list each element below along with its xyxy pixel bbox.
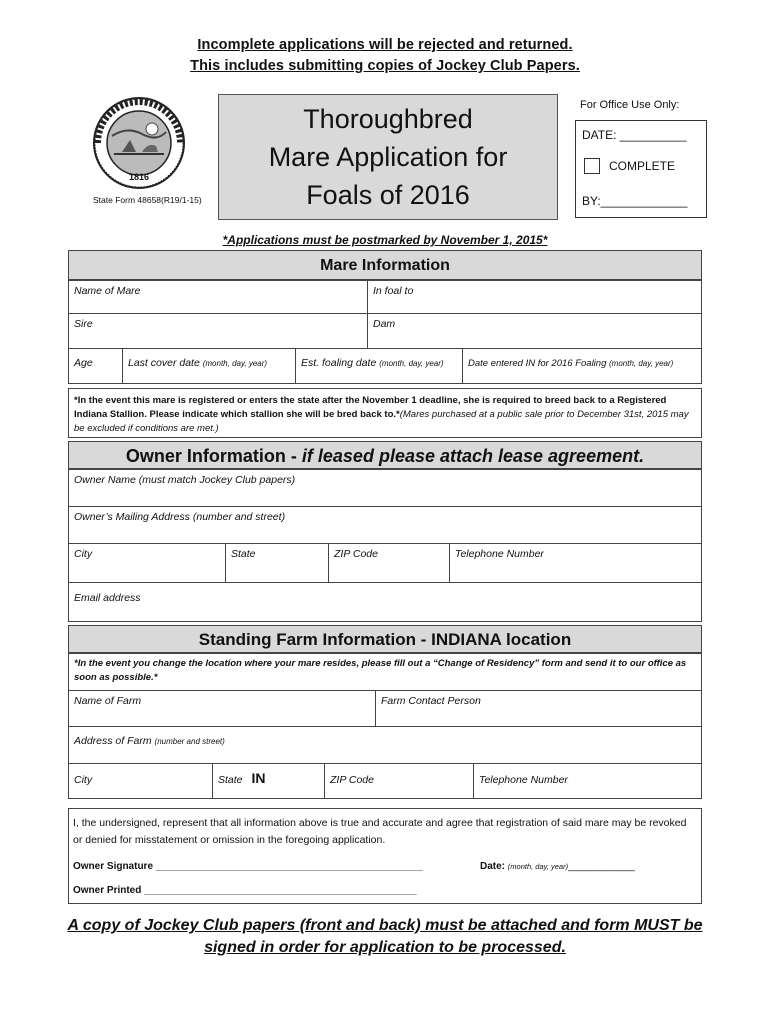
footer-line-1: A copy of Jockey Club papers (front and back) must be attached and form MUST be: [67, 917, 703, 934]
dam-field[interactable]: [367, 313, 702, 349]
owner-heading-italic: if leased please attach lease agreement.: [301, 446, 645, 466]
date-entered-field[interactable]: [462, 348, 702, 384]
office-use-box: [575, 120, 707, 218]
form-number: State Form 48658(R19/1-15): [93, 195, 202, 205]
est-foaling-date-field[interactable]: [295, 348, 463, 384]
age-field[interactable]: [68, 348, 123, 384]
farm-zip-label: ZIP Code: [330, 774, 374, 786]
dam-label: Dam: [373, 318, 396, 330]
deadline-note: *Applications must be postmarked by November 1, 2015*: [222, 233, 548, 247]
notice-line-2: This includes submitting copies of Jockey Club Papers.: [190, 58, 580, 74]
farm-address-hint: (number and street): [154, 737, 225, 746]
title-line-3: Foals of 2016: [306, 180, 470, 210]
mare-section-heading: Mare Information: [68, 250, 702, 280]
breed-back-note-bold: *In the event this mare is registered or enters the state after the November 1 deadline, she is required to breed back to a Registered Indiana Stallion. Please indicate which stallion she will be bred back to.*: [74, 395, 667, 420]
farm-name-field[interactable]: [68, 690, 376, 727]
in-foal-to-label: In foal to: [373, 285, 414, 297]
mailing-address-label: Owner’s Mailing Address (number and street): [74, 511, 286, 523]
owner-city-field[interactable]: [68, 543, 226, 583]
date-hint: (month, day, year): [507, 862, 569, 871]
farm-contact-field[interactable]: [375, 690, 702, 727]
sire-field[interactable]: [68, 313, 368, 349]
sire-label: Sire: [74, 318, 93, 330]
breed-back-note-italic: (Mares purchased at a public sale prior to December 31st, 2015 may be excluded if conditions are met.): [74, 409, 689, 434]
signature-date-line[interactable]: [480, 861, 635, 872]
farm-state-field[interactable]: [212, 763, 325, 799]
date-entered-hint: (month, day, year): [609, 359, 674, 368]
owner-signature-line[interactable]: Owner Signature ________________________________________________: [73, 861, 423, 872]
signature-box: [68, 808, 702, 904]
last-cover-date-field[interactable]: [122, 348, 296, 384]
name-of-mare-label: Name of Mare: [74, 285, 141, 297]
farm-state-value: IN: [251, 770, 266, 786]
office-by: BY:_____________: [582, 194, 688, 208]
owner-name-field[interactable]: [68, 469, 702, 507]
signature-statement: I, the undersigned, represent that all information above is true and accurate and agree that registration of said mare may be revoked or denied for misstatement or omission in the foregoing application.: [73, 817, 687, 846]
owner-section-heading: [68, 441, 702, 469]
owner-city-label: City: [74, 548, 93, 560]
last-cover-label: Last cover date: [128, 357, 200, 369]
notice-line-1: Incomplete applications will be rejected and returned.: [197, 37, 573, 53]
owner-state-label: State: [231, 548, 256, 560]
date-blank: ____________: [568, 861, 635, 872]
owner-zip-field[interactable]: [328, 543, 450, 583]
est-foaling-hint: (month, day, year): [379, 359, 444, 368]
state-seal-icon: [92, 96, 186, 190]
name-of-mare-field[interactable]: [68, 280, 368, 314]
farm-name-label: Name of Farm: [74, 695, 142, 707]
mare-breed-back-note: [68, 388, 702, 438]
in-foal-to-field[interactable]: [367, 280, 702, 314]
owner-heading-main: Owner Information -: [125, 446, 302, 466]
owner-zip-label: ZIP Code: [334, 548, 378, 560]
complete-checkbox[interactable]: [584, 158, 600, 174]
farm-section-heading: Standing Farm Information - INDIANA location: [68, 625, 702, 653]
farm-state-label: State: [218, 774, 243, 786]
farm-change-note: *In the event you change the location where your mare resides, please fill out a “Change of Residency” form and send it to our office as soon as possible.*: [68, 653, 702, 691]
last-cover-hint: (month, day, year): [202, 359, 268, 368]
footer-line-2: signed in order for application to be processed.: [204, 939, 566, 956]
est-foaling-label: Est. foaling date: [301, 357, 377, 369]
office-date: DATE: __________: [582, 128, 687, 142]
farm-phone-field[interactable]: [473, 763, 702, 799]
title-box: [218, 94, 558, 220]
owner-name-label: Owner Name (must match Jockey Club papers): [74, 474, 296, 486]
owner-state-field[interactable]: [225, 543, 329, 583]
farm-address-label: Address of Farm: [74, 735, 152, 747]
farm-zip-field[interactable]: [324, 763, 474, 799]
farm-city-field[interactable]: [68, 763, 213, 799]
owner-phone-label: Telephone Number: [455, 548, 544, 560]
title-line-1: Thoroughbred: [303, 104, 473, 134]
owner-email-label: Email address: [74, 592, 141, 604]
office-use-label: For Office Use Only:: [580, 99, 680, 111]
farm-address-field[interactable]: [68, 726, 702, 764]
owner-mailing-address-field[interactable]: [68, 506, 702, 544]
owner-printed-line[interactable]: Owner Printed _________________________________________________: [73, 885, 417, 896]
title-line-2: Mare Application for: [268, 142, 508, 172]
farm-phone-label: Telephone Number: [479, 774, 568, 786]
owner-phone-field[interactable]: [449, 543, 702, 583]
farm-city-label: City: [74, 774, 93, 786]
date-entered-label: Date entered IN for 2016 Foaling: [468, 358, 607, 369]
owner-email-field[interactable]: [68, 582, 702, 622]
farm-contact-label: Farm Contact Person: [381, 695, 481, 707]
seal-year: 1816: [128, 172, 150, 182]
office-complete-label: COMPLETE: [609, 159, 676, 173]
age-label: Age: [74, 357, 93, 369]
date-label: Date:: [480, 861, 506, 872]
